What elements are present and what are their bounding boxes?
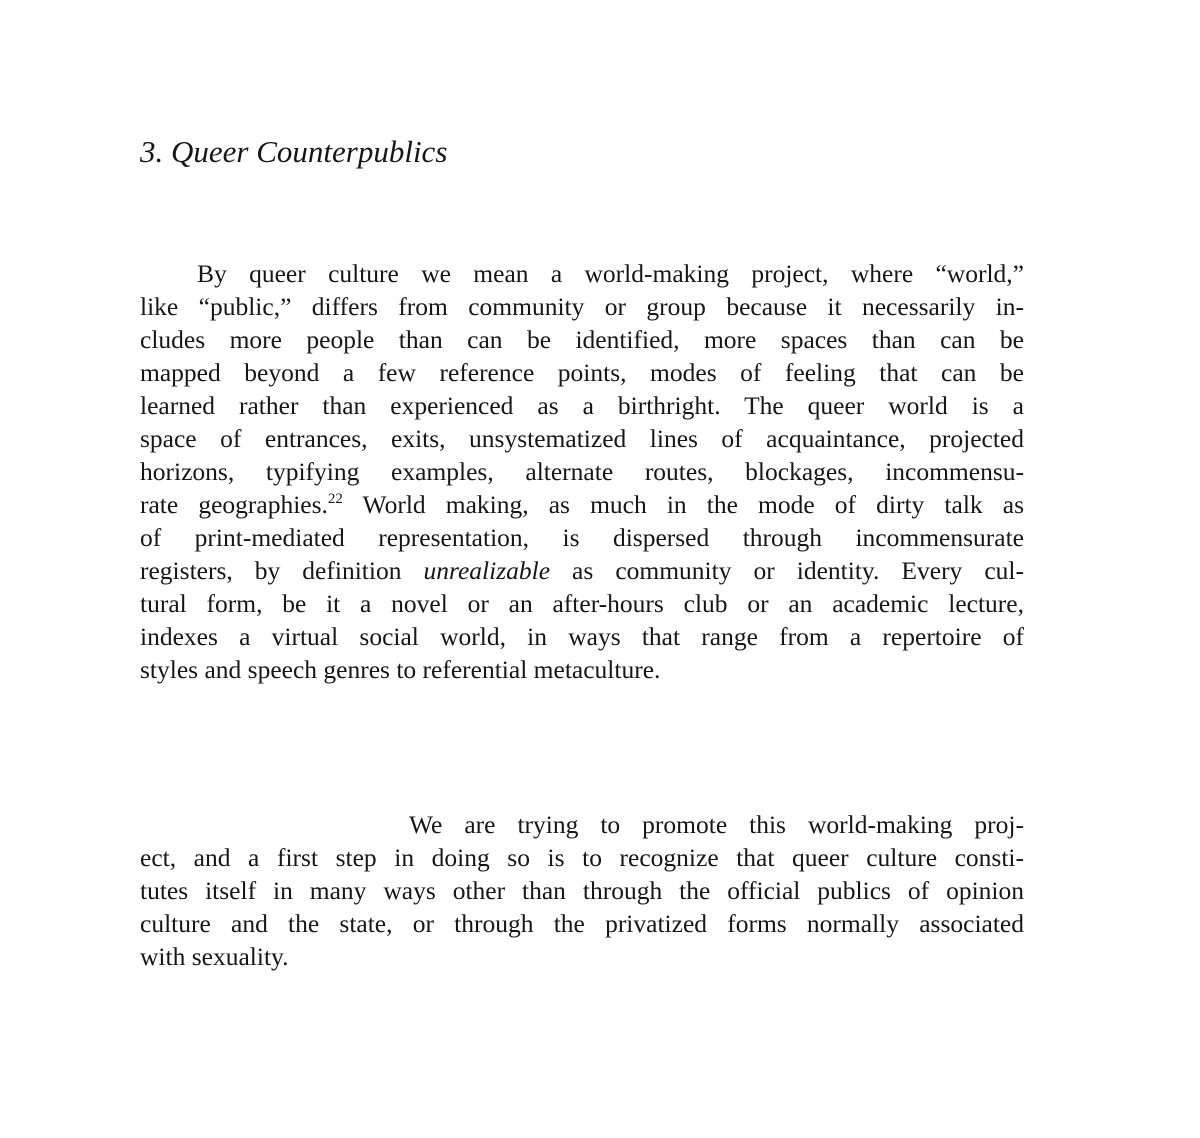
paragraph-line: learned rather than experienced as a birthright. The queer world is a xyxy=(140,391,1024,420)
paragraph-line: ect, and a first step in doing so is to recognize that queer culture consti- xyxy=(140,843,1024,872)
line-text: World making, as much in the mode of dirty talk as xyxy=(342,490,1025,519)
emphasized-term: unrealizable xyxy=(423,556,551,585)
paragraph-line: horizons, typifying examples, alternate routes, blockages, incommensu- xyxy=(140,457,1024,486)
paragraph-line: styles and speech genres to referential metaculture. xyxy=(140,655,661,684)
paragraph-line: We are trying to promote this world-making proj- xyxy=(409,810,1024,839)
line-text: as community or identity. Every cul- xyxy=(550,556,1024,585)
footnote-marker: 22 xyxy=(327,491,343,507)
paragraph-line: of print-mediated representation, is dispersed through incommensurate xyxy=(140,523,1024,552)
paragraph-line xyxy=(140,488,1024,521)
paragraph-line: By queer culture we mean a world-making project, where “world,” xyxy=(197,259,1024,288)
paragraph-line: like “public,” differs from community or group because it necessarily in- xyxy=(140,292,1024,321)
paragraph-line: mapped beyond a few reference points, modes of feeling that can be xyxy=(140,358,1024,387)
line-text: registers, by definition xyxy=(140,556,424,585)
paragraph-2 xyxy=(140,808,1024,973)
paragraph-1 xyxy=(140,257,1024,686)
paragraph-line: cludes more people than can be identified, more spaces than can be xyxy=(140,325,1024,354)
paragraph-line: tutes itself in many ways other than through the official publics of opinion xyxy=(140,876,1024,905)
paragraph-line xyxy=(140,554,1024,587)
line-text: rate geographies. xyxy=(140,490,328,519)
paragraph-line: tural form, be it a novel or an after-hours club or an academic lecture, xyxy=(140,589,1024,618)
paragraph-line: indexes a virtual social world, in ways that range from a repertoire of xyxy=(140,622,1024,651)
paragraph-line: culture and the state, or through the privatized forms normally associated xyxy=(140,909,1024,938)
paragraph-line: space of entrances, exits, unsystematized lines of acquaintance, projected xyxy=(140,424,1024,453)
paragraph-line: with sexuality. xyxy=(140,942,289,971)
section-heading: 3. Queer Counterpublics xyxy=(140,134,448,169)
